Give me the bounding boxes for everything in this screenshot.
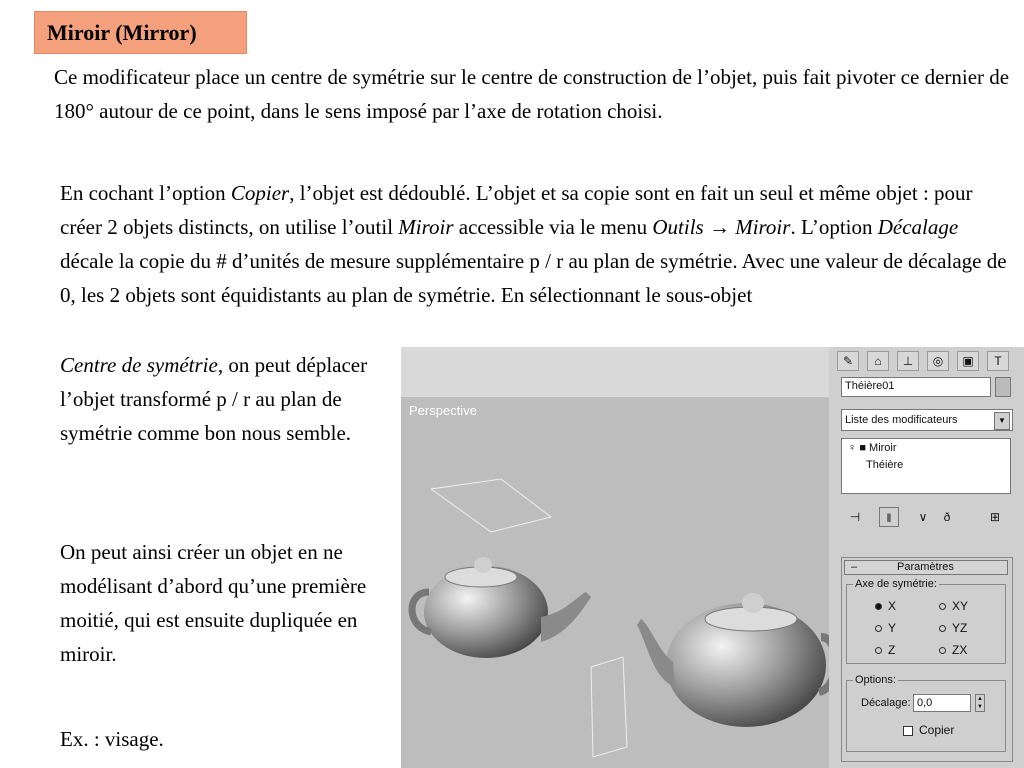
bulb-icon: ♀	[848, 442, 857, 454]
stack-item-teapot[interactable]: Théière	[866, 459, 904, 471]
example-paragraph: Ex. : visage.	[60, 727, 164, 751]
arrow-icon: →	[703, 215, 736, 239]
pin-stack-icon[interactable]: ⊣	[849, 510, 861, 524]
expand-icon: ■	[859, 442, 866, 454]
axis-xy-radio[interactable]: XY	[939, 599, 968, 613]
screenshot-3dsmax	[401, 347, 1024, 768]
display-tab-icon[interactable]: ▣	[957, 351, 979, 371]
intro-paragraph: Ce modificateur place un centre de symétrie sur le centre de construction de l’objet, puis fait pivoter ce dernier de 180° autour de ce point, dans le sens imposé par l’axe de rotation choisi.	[54, 65, 1010, 123]
stack-item-mirror[interactable]: ♀ ■ Miroir	[848, 442, 897, 454]
axis-group: Axe de symétrie: X Y Z XY YZ ZX	[846, 584, 1006, 664]
viewport-label: Perspective	[409, 403, 477, 418]
parameters-header[interactable]: – Paramètres	[844, 560, 1008, 575]
half-model-paragraph: On peut ainsi créer un objet en ne modélisant d’abord qu’une première moitié, qui est ensuite dupliquée en miroir.	[60, 540, 367, 666]
axis-zx-radio[interactable]: ZX	[939, 643, 967, 657]
parameters-rollout	[841, 557, 1013, 762]
utilities-tab-icon[interactable]: T	[987, 351, 1009, 371]
copy-paragraph: En cochant l’option Copier, l’objet est dédoublé. L’objet et sa copie sont en fait un seul et même objet : pour créer 2 objets distincts, on utilise l’outil Miroir accessible via le menu Outils → Miroir. L’option Décalage décale la copie du # d’unités de mesure supplémentaire p / r au plan de symétrie. Avec une valeur de décalage de 0, les 2 objets sont équidistants au plan de symétrie. En sélectionnant le sous-objet	[60, 181, 1007, 307]
axis-yz-radio[interactable]: YZ	[939, 621, 967, 635]
options-group: Options: Décalage: 0,0 ▲ ▼ Copier	[846, 680, 1006, 752]
offset-spinner[interactable]: ▲ ▼	[975, 694, 985, 712]
make-unique-icon[interactable]: ∨	[918, 510, 928, 524]
collapse-icon: –	[851, 561, 858, 573]
center-paragraph: Centre de symétrie, on peut déplacer l’objet transformé p / r au plan de symétrie comme bon nous semble.	[60, 353, 368, 445]
slide-title: Miroir (Mirror)	[47, 20, 197, 45]
command-panel	[829, 347, 1024, 768]
stack-toolbar	[845, 507, 1015, 527]
modifier-stack[interactable]	[841, 438, 1011, 494]
object-name-field[interactable]: Théière01	[841, 377, 991, 397]
hierarchy-tab-icon[interactable]: ⊥	[897, 351, 919, 371]
show-end-result-icon[interactable]: ‖	[879, 507, 899, 527]
axis-z-radio[interactable]: Z	[875, 643, 895, 657]
axis-y-radio[interactable]: Y	[875, 621, 896, 635]
offset-label: Décalage:	[861, 697, 911, 709]
copy-checkbox[interactable]: Copier	[903, 723, 954, 737]
offset-input[interactable]: 0,0	[913, 694, 971, 712]
panel-tabs	[837, 351, 1017, 373]
teapots-render	[401, 397, 829, 768]
modify-tab-icon[interactable]: ⌂	[867, 351, 889, 371]
teapot-left	[412, 557, 591, 658]
axis-x-radio[interactable]: X	[875, 599, 896, 613]
create-tab-icon[interactable]: ✎	[837, 351, 859, 371]
teapot-right	[637, 593, 829, 727]
object-color-swatch[interactable]	[995, 377, 1011, 397]
motion-tab-icon[interactable]: ◎	[927, 351, 949, 371]
modifier-list-dropdown[interactable]: Liste des modificateurs ▼	[841, 409, 1013, 431]
configure-sets-icon[interactable]: ⊞	[989, 510, 1001, 524]
remove-modifier-icon[interactable]: ð	[943, 510, 951, 524]
slide-title-box	[34, 11, 247, 54]
chevron-down-icon[interactable]: ▼	[994, 412, 1010, 430]
perspective-viewport	[401, 397, 829, 768]
